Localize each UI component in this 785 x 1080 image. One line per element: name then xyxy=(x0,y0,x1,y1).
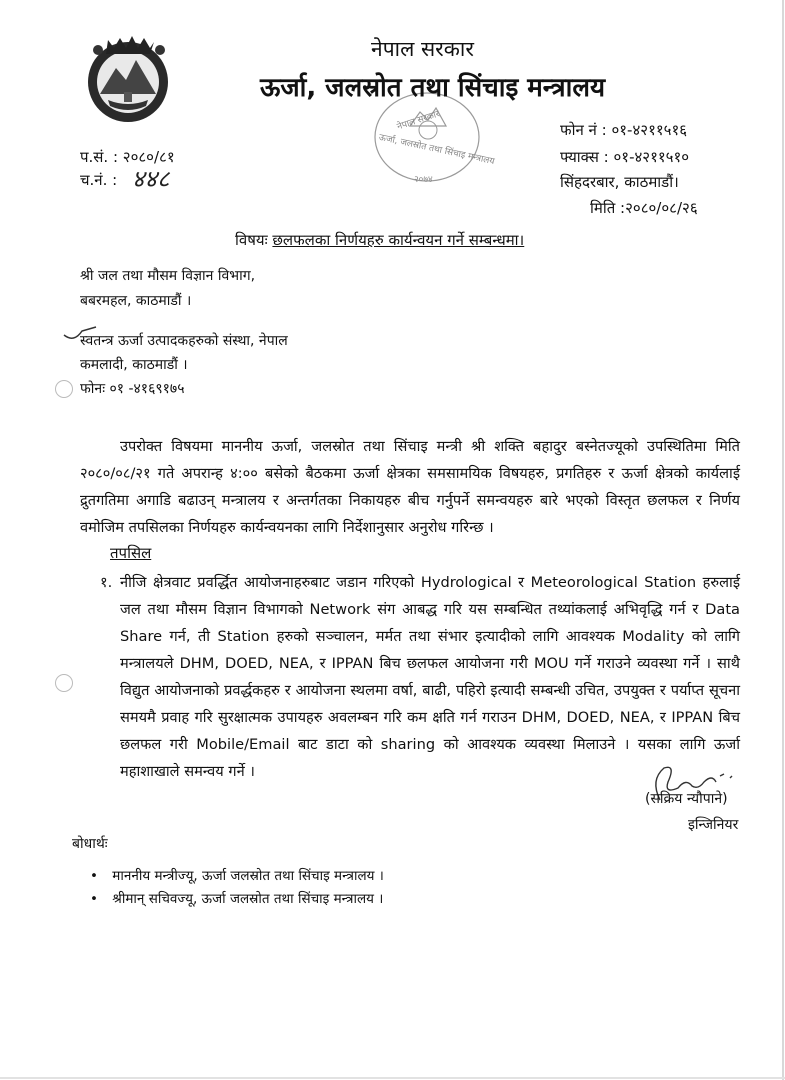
item-text: नीजि क्षेत्रवाट प्रवर्द्धित आयोजनाहरुबाट जडान गरिएको Hydrological र Meteorological Station हरुलाई जल तथा मौसम विज्ञान विभागको Network संग आबद्ध गरि यस सम्बन्धित तथ्यांकलाई अभिवृद्धि गर्न र Data Share गर्न, ती Station हरुको सञ्चालन, मर्मत तथा संभार इत्यादीको लागि आवश्यक Modality को लागि मन्त्रालयले DHM, DOED, NEA, र IPPAN बिच छलफल आयोजना गरी MOU गर्ने गराउने व्यवस्था गर्ने । साथै विद्युत आयोजनाको प्रवर्द्धकहरु र आयोजना स्थलमा वर्षा, बाढी, पहिरो इत्यादी सम्बन्धी उचित, उपयुक्त र पर्याप्त सूचना समयमै प्रवाह गरि सुरक्षात्मक उपायहरु अवलम्बन गरि कम क्षति गर्न गराउन DHM, DOED, NEA, र IPPAN बिच छलफल गरी Mobile/Email बाट डाटा को sharing को आवश्यक व्यवस्था मिलाउने । यसका लागि ऊर्जा महाशाखाले समन्वय गर्ने । xyxy=(120,574,740,780)
cc-label: बोधार्थः xyxy=(72,836,108,852)
recipient-1-address: बबरमहल, काठमाडौं । xyxy=(80,293,192,309)
seal-text-top: नेपाल सरकार xyxy=(395,109,442,133)
signatory-name: (सक्रिय न्यौपाने) xyxy=(645,791,728,807)
cc-item xyxy=(90,889,383,907)
tapasil-heading: तपसिल xyxy=(110,544,152,562)
item-number: १. xyxy=(100,574,113,591)
decision-item xyxy=(80,569,740,785)
phone-number: फोन नं : ०१-४२११५१६ xyxy=(560,121,688,139)
cc-item-text: श्रीमान् सचिवज्यू, ऊर्जा जलस्रोत तथा सिंचाइ मन्त्रालय । xyxy=(112,891,384,907)
chalani-label: च.नं. : xyxy=(80,171,118,189)
handwritten-tick-mark xyxy=(60,323,100,347)
body-paragraph: उपरोक्त विषयमा माननीय ऊर्जा, जलस्रोत तथा सिंचाइ मन्त्री श्री शक्ति बहादुर बस्नेतज्यूको उपस्थितिमा मिति २०८०/०८/२१ गते अपरान्ह ४:०० बसेको बैठकमा ऊर्जा क्षेत्रका समसामयिक विषयहरु, प्रगतिहरु र ऊर्जा क्षेत्रको कार्यलाई द्रुतगतिमा अगाडि बढाउन् मन्त्रालय र अन्तर्गतका निकायहरु बीच गर्नुपर्ने समन्वयहरु बारे भएको विस्तृत छलफल र निर्णय वमोजिम तपसिलका निर्णयहरु कार्यन्वयनका लागि निर्देशानुसार अनुरोध गरिन्छ । xyxy=(80,438,740,536)
bullet-icon: • xyxy=(90,868,98,884)
government-title: नेपाल सरकार xyxy=(371,37,474,61)
recipient-2-phone: फोनः ०१ -४१६९१७५ xyxy=(80,381,185,397)
seal-text-bottom: ऊर्जा, जलस्रोत तथा सिंचाइ मन्त्रालय xyxy=(377,132,496,168)
subject-label: विषयः xyxy=(235,231,268,249)
fax-number: फ्याक्स : ०१-४२११५१० xyxy=(560,148,690,166)
seal-year: २०७४ xyxy=(414,175,433,185)
bullet-icon: • xyxy=(90,891,98,907)
letter-date: मिति :२०८०/०८/२६ xyxy=(590,199,698,217)
office-address: सिंहदरबार, काठमाडौं। xyxy=(560,173,679,191)
signatory-title: इन्जिनियर xyxy=(688,817,739,833)
cc-item-text: माननीय मन्त्रीज्यू, ऊर्जा जलस्रोत तथा सिंचाइ मन्त्रालय । xyxy=(112,868,384,884)
punch-hole xyxy=(55,674,73,692)
subject-text: छलफलका निर्णयहरु कार्यन्वयन गर्ने सम्बन्धमा। xyxy=(272,231,525,249)
recipient-2-address: कमलादी, काठमाडौं । xyxy=(80,357,188,373)
patra-sankhya: प.सं. : २०८०/८१ xyxy=(80,148,175,166)
recipient-2-name: स्वतन्त्र ऊर्जा उत्पादकहरुको संस्था, नेपाल xyxy=(80,333,288,349)
chalani-number: ४४८ xyxy=(132,165,170,193)
cc-item xyxy=(90,866,384,884)
ministry-title: ऊर्जा, जलस्रोत तथा सिंचाइ मन्त्रालय xyxy=(259,73,606,103)
recipient-1-name: श्री जल तथा मौसम विज्ञान विभाग, xyxy=(80,268,256,284)
punch-hole xyxy=(55,380,73,398)
subject-line xyxy=(235,230,524,250)
